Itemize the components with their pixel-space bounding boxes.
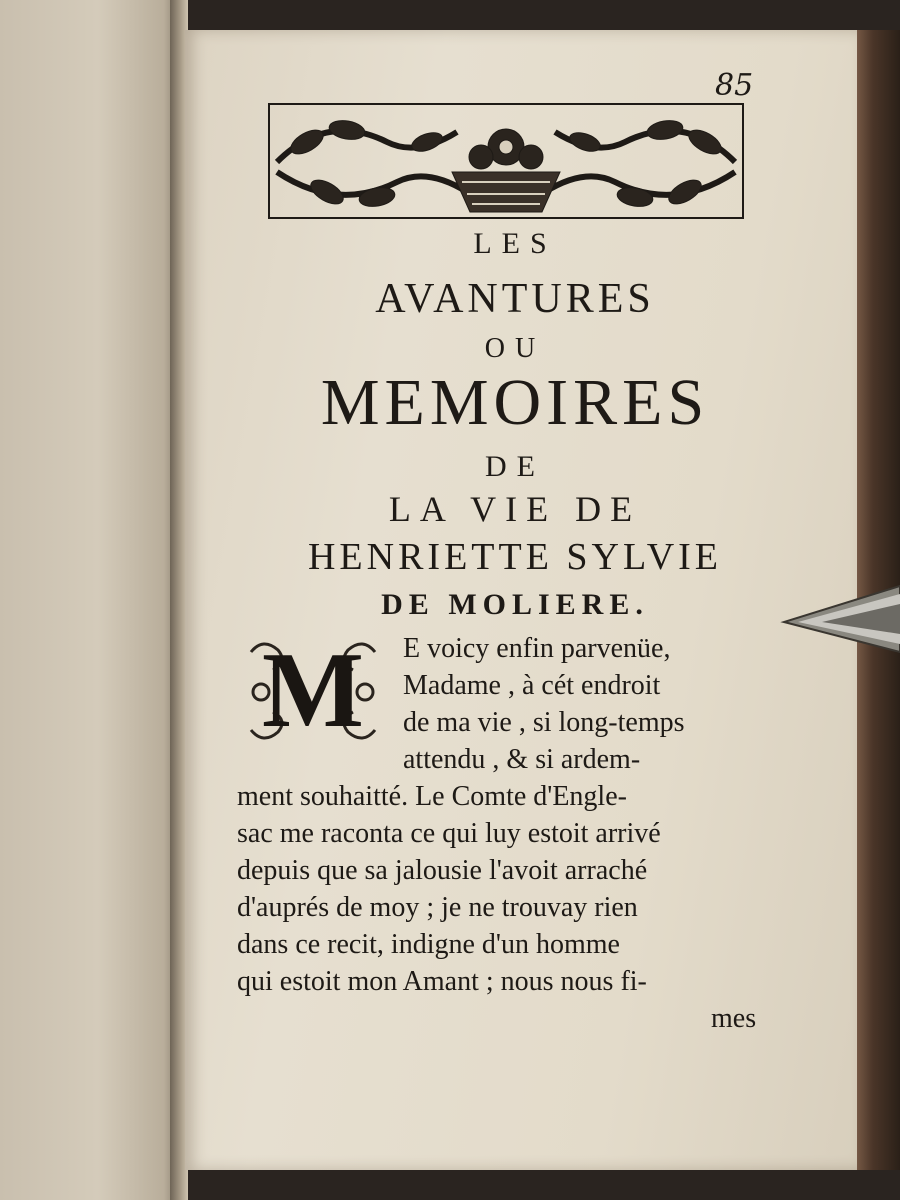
title-line-2: AVANTURES — [375, 276, 655, 322]
title-line-3: OU — [484, 333, 546, 364]
title-line-8: DE MOLIERE. — [381, 588, 649, 621]
text-line-2: Madame , à cét endroit — [403, 670, 661, 701]
floral-headpiece-ornament — [267, 102, 745, 220]
text-line-3: de ma vie , si long-temps — [403, 707, 685, 738]
title-line-5: DE — [485, 450, 545, 483]
text-line-5: ment souhaitté. Le Comte d'Engle- — [237, 781, 627, 812]
title-line-7: HENRIETTE SYLVIE — [307, 536, 723, 578]
catchword: mes — [711, 1003, 757, 1034]
text-line-4: attendu , & si ardem- — [403, 744, 641, 775]
text-line-10: qui estoit mon Amant ; nous nous fi- — [237, 966, 647, 997]
text-line-7: depuis que sa jalousie l'avoit arraché — [237, 855, 648, 886]
text-line-8: d'auprés de moy ; je ne trouvay rien — [237, 892, 638, 923]
metal-bookmark-clip-icon — [778, 582, 900, 656]
text-line-9: dans ce recit, indigne d'un homme — [237, 929, 620, 960]
text-line-1: E voicy enfin parvenüe, — [403, 633, 671, 664]
left-page — [0, 0, 178, 1200]
ornamental-drop-cap — [243, 632, 383, 750]
page-number: 85 — [715, 68, 754, 103]
book-page — [185, 30, 857, 1170]
text-line-6: sac me raconta ce qui luy estoit arrivé — [237, 818, 661, 849]
drop-cap-letter: M — [262, 631, 364, 750]
title-line-4: MEMOIRES — [320, 366, 710, 439]
title-line-6: LA VIE DE — [388, 489, 642, 529]
title-line-1: LES — [473, 227, 557, 260]
